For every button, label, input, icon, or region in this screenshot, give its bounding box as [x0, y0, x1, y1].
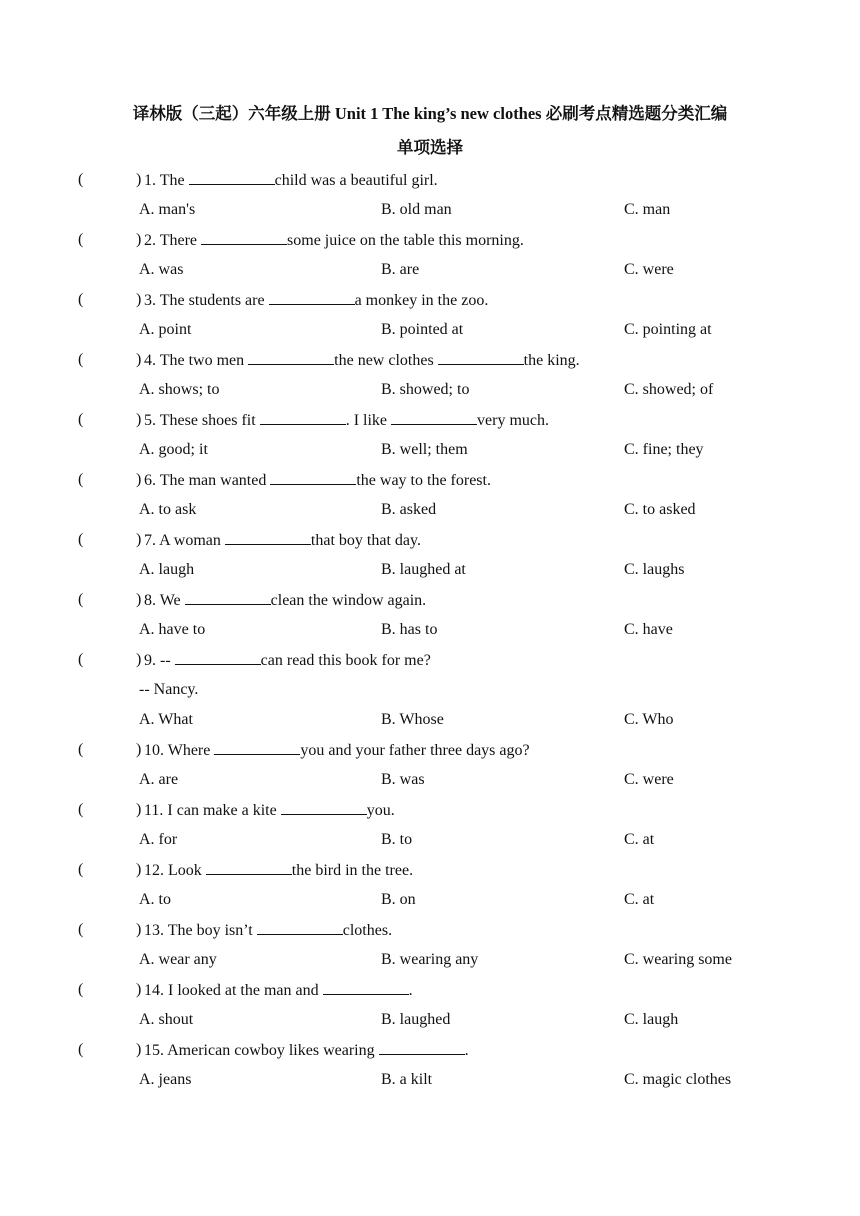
option-a: A. jeans [139, 1071, 192, 1088]
answer-blank [281, 800, 367, 815]
option-a: A. for [139, 831, 178, 848]
answer-blank [270, 470, 356, 485]
question-text: . [464, 1042, 469, 1059]
answer-paren-open: ( [78, 1041, 84, 1058]
question-number: 11. [144, 802, 168, 819]
answer-paren-open: ( [78, 801, 84, 818]
question-text: The [159, 172, 189, 189]
answer-blank [185, 590, 271, 605]
option-c: C. wearing some [624, 951, 732, 968]
question-number: 3. [144, 292, 160, 309]
question-text: A woman [159, 532, 225, 549]
option-a: A. to ask [139, 501, 197, 518]
answer-paren-open: ( [78, 291, 84, 308]
question-text: The boy isn’t [167, 922, 257, 939]
option-a: A. shout [139, 1011, 194, 1028]
question-stem [144, 1040, 469, 1061]
question-stem [144, 350, 580, 371]
question-text: There [159, 232, 202, 249]
question-number: 13. [144, 922, 168, 939]
option-b: B. to [381, 831, 413, 848]
options-line [0, 440, 860, 470]
question-number: 5. [144, 412, 160, 429]
answer-blank [206, 860, 292, 875]
answer-blank [257, 920, 343, 935]
dialogue-reply: -- Nancy. [139, 681, 199, 698]
question-number: 9. [144, 652, 160, 669]
question-text: . [408, 982, 413, 999]
question-number: 15. [144, 1042, 168, 1059]
options-line [0, 620, 860, 650]
question-stem [144, 530, 421, 551]
options-line [0, 950, 860, 980]
question-text: the way to the forest. [356, 472, 491, 489]
answer-paren-open: ( [78, 921, 84, 938]
option-a: A. laugh [139, 561, 195, 578]
options-line [0, 260, 860, 290]
answer-paren-close: ) [136, 411, 142, 428]
answer-blank [323, 980, 409, 995]
option-b: B. has to [381, 621, 438, 638]
question-text: some juice on the table this morning. [287, 232, 524, 249]
question-item [0, 590, 860, 650]
question-number: 10. [144, 742, 168, 759]
options-line [0, 770, 860, 800]
answer-blank [260, 410, 346, 425]
question-stem-line [0, 230, 860, 260]
question-stem [144, 470, 491, 491]
answer-paren-open: ( [78, 231, 84, 248]
option-b: B. laughed at [381, 561, 466, 578]
options-line [0, 200, 860, 230]
question-item [0, 410, 860, 470]
question-text: The man wanted [159, 472, 271, 489]
option-b: B. asked [381, 501, 437, 518]
document-title: 译林版（三起）六年级上册 Unit 1 The king’s new clothes 必刷考点精选题分类汇编 [132, 104, 728, 123]
question-text: I can make a kite [167, 802, 281, 819]
option-a: A. shows; to [139, 381, 220, 398]
answer-paren-close: ) [136, 861, 142, 878]
answer-blank [214, 740, 300, 755]
question-number: 6. [144, 472, 160, 489]
answer-paren-close: ) [136, 591, 142, 608]
options-line [0, 1070, 860, 1100]
question-text: We [159, 592, 185, 609]
option-a: A. are [139, 771, 179, 788]
answer-paren-close: ) [136, 1041, 142, 1058]
option-c: C. magic clothes [624, 1071, 732, 1088]
answer-paren-close: ) [136, 291, 142, 308]
answer-paren-close: ) [136, 921, 142, 938]
question-stem [144, 410, 549, 431]
question-extra-line [0, 680, 860, 710]
question-stem-line [0, 650, 860, 680]
answer-paren-close: ) [136, 651, 142, 668]
option-a: A. What [139, 711, 193, 728]
question-stem-line [0, 530, 860, 560]
question-stem [144, 650, 431, 671]
question-number: 7. [144, 532, 160, 549]
question-stem [144, 740, 530, 761]
option-b: B. wearing any [381, 951, 479, 968]
question-stem-line [0, 980, 860, 1010]
question-number: 14. [144, 982, 168, 999]
question-item [0, 470, 860, 530]
question-text: that boy that day. [310, 532, 421, 549]
question-text: clean the window again. [270, 592, 427, 609]
question-list [0, 170, 860, 1100]
option-c: C. Who [624, 711, 674, 728]
option-c: C. were [624, 771, 674, 788]
options-line [0, 1010, 860, 1040]
question-stem-line [0, 740, 860, 770]
question-stem [144, 920, 392, 941]
question-text: The students are [159, 292, 269, 309]
question-text: the new clothes [334, 352, 438, 369]
option-c: C. fine; they [624, 441, 704, 458]
question-stem [144, 230, 524, 251]
question-number: 4. [144, 352, 160, 369]
option-c: C. pointing at [624, 321, 712, 338]
question-text: very much. [477, 412, 550, 429]
question-item [0, 800, 860, 860]
answer-blank [225, 530, 311, 545]
question-stem [144, 800, 395, 821]
question-text: a monkey in the zoo. [354, 292, 489, 309]
question-stem-line [0, 290, 860, 320]
answer-paren-close: ) [136, 231, 142, 248]
question-item [0, 290, 860, 350]
option-b: B. on [381, 891, 416, 908]
answer-blank [391, 410, 477, 425]
option-b: B. was [381, 771, 425, 788]
question-stem-line [0, 800, 860, 830]
question-text: you. [366, 802, 395, 819]
option-b: B. a kilt [381, 1071, 433, 1088]
question-stem-line [0, 470, 860, 500]
options-line [0, 320, 860, 350]
answer-paren-open: ( [78, 411, 84, 428]
question-item [0, 740, 860, 800]
question-item [0, 920, 860, 980]
answer-blank [269, 290, 355, 305]
question-text: child was a beautiful girl. [274, 172, 438, 189]
question-text: -- [160, 652, 175, 669]
question-item [0, 530, 860, 590]
options-line [0, 380, 860, 410]
question-stem [144, 980, 413, 1001]
option-b: B. old man [381, 201, 452, 218]
question-item [0, 860, 860, 920]
answer-blank [248, 350, 334, 365]
options-line [0, 710, 860, 740]
answer-paren-open: ( [78, 741, 84, 758]
answer-paren-close: ) [136, 351, 142, 368]
option-b: B. well; them [381, 441, 468, 458]
answer-blank [438, 350, 524, 365]
answer-paren-open: ( [78, 351, 84, 368]
question-stem-line [0, 590, 860, 620]
question-text: . I like [345, 412, 392, 429]
question-text: I looked at the man and [168, 982, 323, 999]
options-line [0, 560, 860, 590]
question-stem-line [0, 860, 860, 890]
answer-paren-open: ( [78, 531, 84, 548]
section-heading: 单项选择 [397, 138, 463, 157]
question-text: American cowboy likes wearing [167, 1042, 379, 1059]
question-text: Look [168, 862, 206, 879]
options-line [0, 890, 860, 920]
question-stem-line [0, 170, 860, 200]
question-text: you and your father three days ago? [300, 742, 530, 759]
option-c: C. at [624, 891, 655, 908]
question-stem-line [0, 920, 860, 950]
question-stem-line [0, 1040, 860, 1070]
option-a: A. point [139, 321, 192, 338]
question-stem [144, 290, 488, 311]
question-text: These shoes fit [159, 412, 260, 429]
option-c: C. laugh [624, 1011, 679, 1028]
question-number: 8. [144, 592, 160, 609]
option-a: A. good; it [139, 441, 208, 458]
option-a: A. man's [139, 201, 196, 218]
option-a: A. wear any [139, 951, 217, 968]
question-number: 2. [144, 232, 160, 249]
question-stem-line [0, 350, 860, 380]
answer-paren-open: ( [78, 171, 84, 188]
option-a: A. to [139, 891, 171, 908]
answer-blank [189, 170, 275, 185]
question-number: 12. [144, 862, 168, 879]
option-c: C. man [624, 201, 671, 218]
option-b: B. showed; to [381, 381, 470, 398]
answer-paren-open: ( [78, 591, 84, 608]
question-number: 1. [144, 172, 160, 189]
question-text: can read this book for me? [260, 652, 431, 669]
question-text: the bird in the tree. [291, 862, 414, 879]
option-a: A. was [139, 261, 184, 278]
question-item [0, 170, 860, 230]
option-c: C. showed; of [624, 381, 714, 398]
question-text: Where [167, 742, 215, 759]
answer-paren-close: ) [136, 531, 142, 548]
question-item [0, 980, 860, 1040]
option-b: B. laughed [381, 1011, 451, 1028]
question-text: clothes. [342, 922, 393, 939]
option-a: A. have to [139, 621, 206, 638]
option-c: C. to asked [624, 501, 696, 518]
answer-paren-close: ) [136, 981, 142, 998]
answer-paren-close: ) [136, 471, 142, 488]
answer-paren-close: ) [136, 801, 142, 818]
option-c: C. were [624, 261, 674, 278]
options-line [0, 830, 860, 860]
question-stem [144, 170, 438, 191]
option-b: B. Whose [381, 711, 444, 728]
answer-blank [201, 230, 287, 245]
question-item [0, 650, 860, 740]
answer-paren-close: ) [136, 741, 142, 758]
answer-paren-open: ( [78, 981, 84, 998]
answer-paren-open: ( [78, 651, 84, 668]
question-item [0, 350, 860, 410]
answer-blank [175, 650, 261, 665]
options-line [0, 500, 860, 530]
option-c: C. laughs [624, 561, 685, 578]
answer-paren-open: ( [78, 471, 84, 488]
question-stem [144, 590, 426, 611]
question-item [0, 1040, 860, 1100]
question-text: The two men [159, 352, 249, 369]
option-b: B. pointed at [381, 321, 464, 338]
answer-blank [379, 1040, 465, 1055]
question-stem [144, 860, 413, 881]
question-stem-line [0, 410, 860, 440]
answer-paren-close: ) [136, 171, 142, 188]
answer-paren-open: ( [78, 861, 84, 878]
option-b: B. are [381, 261, 420, 278]
question-item [0, 230, 860, 290]
question-text: the king. [523, 352, 580, 369]
option-c: C. have [624, 621, 673, 638]
option-c: C. at [624, 831, 655, 848]
